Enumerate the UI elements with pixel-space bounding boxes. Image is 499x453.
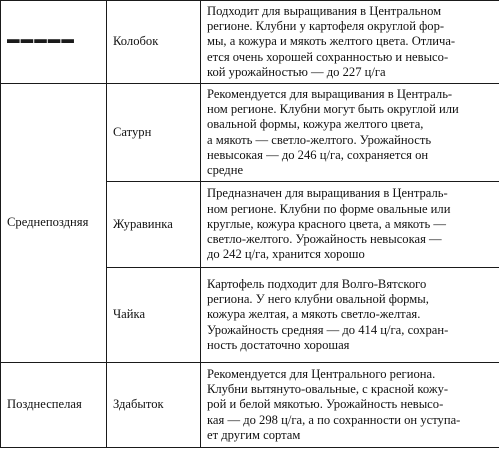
description-line: Клубни вытянуто-овальные, с красной кожу- xyxy=(207,382,449,397)
variety-description-cell xyxy=(201,363,499,448)
table-row xyxy=(1,363,499,448)
description-line: ном регионе. Клубни по форме овальные или xyxy=(207,201,451,216)
variety-name-cell: Сатурн xyxy=(107,84,201,182)
variety-description-cell xyxy=(201,84,499,182)
description-line: овальной формы, кожура желтого цвета, xyxy=(207,117,424,132)
description-line: Предназначен для выращивания в Централь- xyxy=(207,186,448,201)
table-row xyxy=(1,84,499,182)
description-line: мы, а кожура и мякоть желтого цвета. Отлича- xyxy=(207,34,456,49)
variety-name-cell: Колобок xyxy=(107,1,201,84)
description-line: ется очень хорошей сохранностью и невысо- xyxy=(207,49,449,64)
description-line: кой урожайностью — до 227 ц/га xyxy=(207,64,386,79)
description-line: ет другим сортам xyxy=(207,427,301,442)
description-line: светло-желтого. Урожайность невысокая — xyxy=(207,232,442,247)
description-line: круглые, кожура красного цвета, а мякоть — xyxy=(207,216,446,231)
description-line: Подходит для выращивания в Центральном xyxy=(207,3,442,18)
variety-description-cell xyxy=(201,268,499,363)
ripeness-group-cell: Позднеспелая xyxy=(1,363,107,448)
description-line: до 242 ц/га, хранится хорошо xyxy=(207,247,365,262)
description-line: регионе. Клубни у картофеля округлой фор- xyxy=(207,19,445,34)
ripeness-group-cell: Среднепоздняя xyxy=(1,84,107,363)
description-line: Урожайность средняя — до 414 ц/га, сохран- xyxy=(207,322,449,337)
description-line: кая — до 298 ц/га, а по сохранности он уступа- xyxy=(207,412,461,427)
variety-name-cell: Журавинка xyxy=(107,182,201,268)
description-line: ном регионе. Клубни могут быть округлой или xyxy=(207,101,459,116)
variety-name-cell: Чайка xyxy=(107,268,201,363)
description-line: кожура желтая, а мякоть светло-желтая. xyxy=(207,307,421,322)
description-line: региона. У него клубни овальной формы, xyxy=(207,292,429,307)
ripeness-group-cell xyxy=(1,1,107,84)
description-line: Картофель подходит для Волго-Вятского xyxy=(207,276,427,291)
description-line: Рекомендуется для Центрального региона. xyxy=(207,366,436,381)
cut-off-group-label: ▬▬▬▬▬ xyxy=(7,32,75,47)
variety-description-cell xyxy=(201,182,499,268)
variety-description-cell xyxy=(201,1,499,84)
description-line: Рекомендуется для выращивания в Централь- xyxy=(207,86,453,101)
description-line: невысокая — до 246 ц/га, сохраняется он xyxy=(207,147,429,162)
description-line: ность достаточно хорошая xyxy=(207,337,350,352)
variety-name-cell: Здабыток xyxy=(107,363,201,448)
table-row xyxy=(1,1,499,84)
description-line: рой и белой мякотью. Урожайность невысо- xyxy=(207,397,444,412)
description-line: а мякоть — светло-желтого. Урожайность xyxy=(207,132,432,147)
description-line: средне xyxy=(207,163,244,178)
